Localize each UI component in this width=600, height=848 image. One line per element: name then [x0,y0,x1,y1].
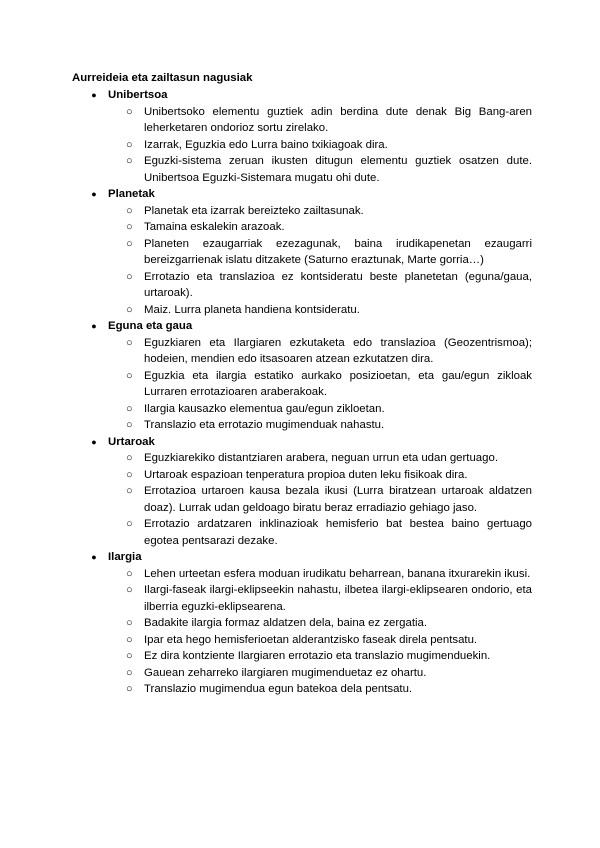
list-item [126,368,532,401]
list-item-text: Ipar eta hego hemisferioetan alderantzisko faseak direla pentsatu. [144,633,478,646]
section-items [108,104,532,187]
list-item [126,236,532,269]
list-item-bullet: ○ [126,617,133,629]
list-item [126,417,532,434]
list-item-text: Ilargia kausazko elementua gau/egun zikloetan. [144,402,385,415]
list-item-text: Errotazio ardatzaren inklinazioak hemisferio bat bestea baino gertuago egotea pentsarazi dezake. [144,518,532,547]
list-item-text: Planetak eta izarrak bereizteko zailtasunak. [144,204,364,217]
list-item-text: Lehen urteetan esfera moduan irudikatu beharrean, banana itxurarekin ikusi. [144,567,531,580]
list-item-text: Unibertsoko elementu guztiek adin berdina dute denak Big Bang-aren leherketaren ondorioz sortu zirelako. [144,105,532,134]
section [72,87,532,186]
list-item-text: Izarrak, Eguzkia edo Lurra baino txikiagoak dira. [144,138,388,151]
section-items [108,450,532,549]
list-item-bullet: ○ [126,452,133,464]
list-item-text: Eguzkiarekiko distantziaren arabera, neguan urrun eta udan gertuago. [144,452,498,464]
list-item-bullet: ○ [126,369,133,382]
section-bullet: ● [91,321,97,331]
list-item-bullet: ○ [126,485,133,497]
list-item [126,153,532,186]
document-title: Aurreideia eta zailtasun nagusiak [72,72,253,84]
section-items [108,203,532,319]
list-item-bullet: ○ [126,204,133,217]
list-item-bullet: ○ [126,221,133,233]
list-item [126,467,532,484]
section-heading: Urtaroak [108,435,155,448]
list-item [126,566,532,583]
section [72,318,532,434]
sections-list [72,87,532,698]
list-item-bullet: ○ [126,155,133,167]
list-item-bullet: ○ [126,584,133,596]
list-item-text: Eguzkia eta ilargia estatiko aurkako posizioetan, eta gau/egun zikloak Lurraren errotazioaren araberakoak. [144,369,532,398]
list-item-bullet: ○ [126,567,133,580]
list-item-text: Urtaroak espazioan tenperatura propioa duten leku fisikoak dira. [144,468,468,481]
list-item-bullet: ○ [126,138,133,151]
list-item-bullet: ○ [126,237,133,250]
list-item [126,483,532,516]
list-item-bullet: ○ [126,303,133,316]
section [72,549,532,698]
list-item [126,632,532,649]
list-item-text: Ilargi-faseak ilargi-eklipseekin nahastu, ilbetea ilargi-eklipsearen ondorio, eta ilberria eguzki-eklipsearena. [144,584,532,613]
list-item [126,104,532,137]
list-item-bullet: ○ [126,650,133,662]
list-item [126,269,532,302]
list-item-bullet: ○ [126,105,133,118]
list-item-text: Translazio eta errotazio mugimenduak nahastu. [144,419,385,431]
list-item-text: Maiz. Lurra planeta handiena kontsideratu. [144,303,360,316]
list-item-bullet: ○ [126,402,133,415]
section [72,186,532,318]
list-item [126,302,532,319]
list-item [126,335,532,368]
list-item-text: Eguzki-sistema zeruan ikusten ditugun elementu guztiek osatzen dute. Unibertsoa Eguzki-Sistemara mugatu ohi dute. [144,155,532,184]
list-item [126,137,532,154]
section-bullet: ● [91,552,97,562]
section-heading: Ilargia [108,551,142,563]
list-item [126,681,532,698]
section-items [108,566,532,698]
section-bullet: ● [91,90,97,100]
list-item [126,401,532,418]
list-item [126,648,532,665]
section [72,434,532,550]
document-body [72,70,532,698]
section-items [108,335,532,434]
list-item [126,615,532,632]
list-item-bullet: ○ [126,666,133,679]
list-item-bullet: ○ [126,683,133,695]
list-item-text: Badakite ilargia formaz aldatzen dela, baina ez zergatia. [144,617,428,629]
section-bullet: ● [91,436,97,447]
section-heading: Planetak [108,188,155,200]
list-item-text: Translazio mugimendua egun batekoa dela pentsatu. [144,683,413,695]
list-item-text: Tamaina eskalekin arazoak. [144,221,285,233]
list-item-bullet: ○ [126,336,133,349]
list-item [126,219,532,236]
section-heading: Unibertsoa [108,89,168,101]
list-item [126,516,532,549]
list-item-bullet: ○ [126,468,133,481]
section-bullet: ● [91,189,97,199]
list-item [126,582,532,615]
list-item-bullet: ○ [126,633,133,646]
list-item-text: Gauean zeharreko ilargiaren mugimenduetaz ez ohartu. [144,666,427,679]
list-item-text: Eguzkiaren eta Ilargiaren ezkutaketa edo translazioa (Geozentrismoa); hodeien, mendien edo itsasoaren atzean ezkutatzen dira. [144,336,532,365]
list-item [126,203,532,220]
list-item [126,665,532,682]
list-item-text: Errotazio eta translazioa ez kontsideratu beste planetetan (eguna/gaua, urtaroak). [144,270,532,299]
list-item-bullet: ○ [126,419,133,431]
list-item [126,450,532,467]
list-item-bullet: ○ [126,518,133,530]
list-item-text: Planeten ezaugarriak ezezagunak, baina irudikapenetan ezaugarri bereizgarrienak islatu ditzakete (Saturno eraztunak, Marte gorria…) [144,237,532,266]
list-item-text: Errotazioa urtaroen kausa bezala ikusi (Lurra biratzean urtaroak aldatzen doaz). Lurrak udan geldoago biratu beraz erradiazio gehiago jaso. [144,485,532,514]
list-item-text: Ez dira kontziente Ilargiaren errotazio eta translazio mugimenduekin. [144,650,491,662]
list-item-bullet: ○ [126,270,133,283]
section-heading: Eguna eta gaua [108,320,193,332]
